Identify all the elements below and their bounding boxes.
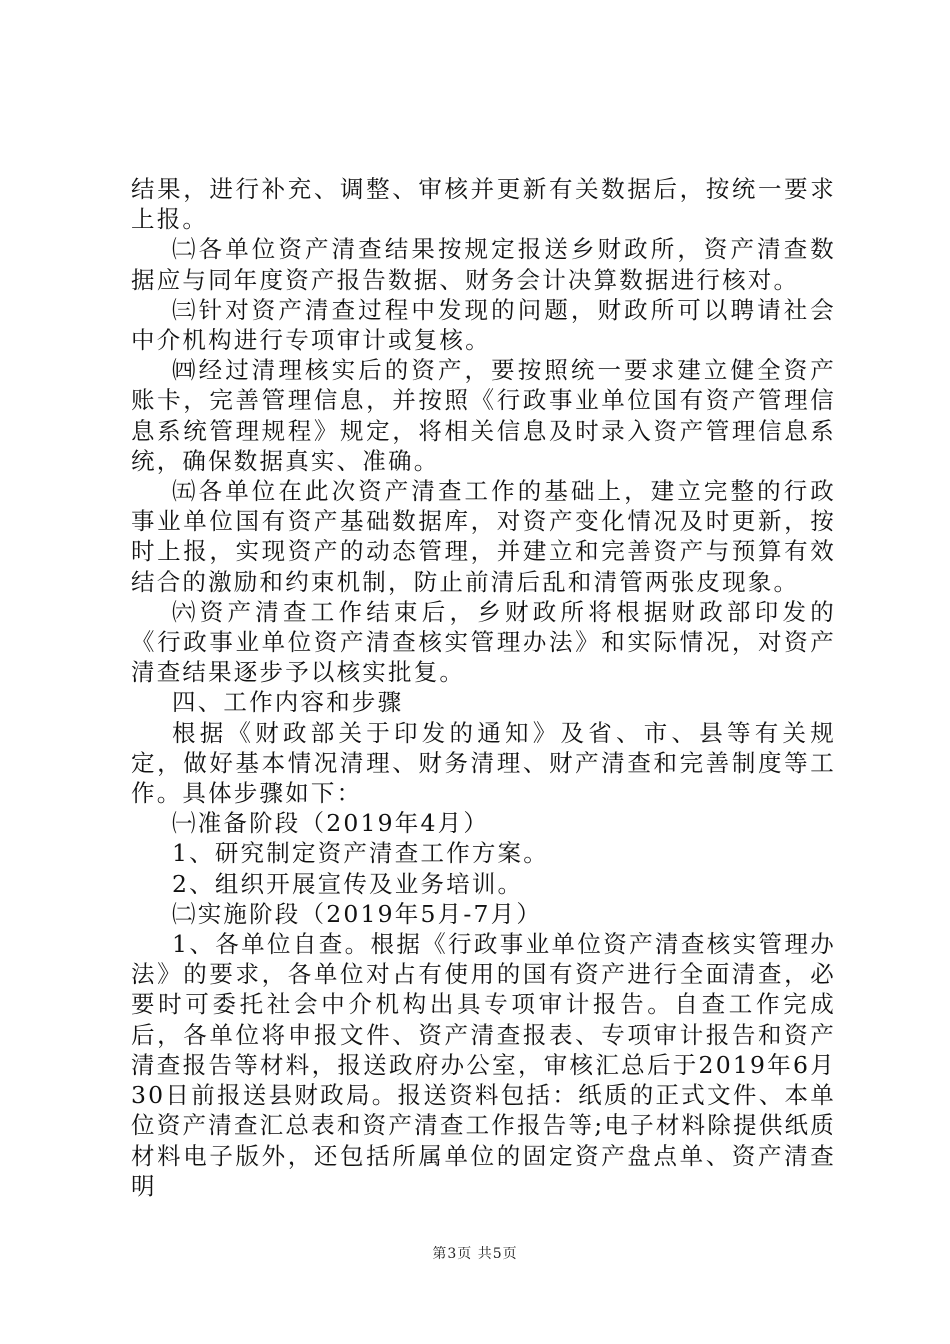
paragraph: ㈡各单位资产清查结果按规定报送乡财政所，资产清查数据应与同年度资产报告数据、财务会计决算数据进行核对。	[131, 235, 836, 294]
subsection-heading: ㈡实施阶段（2019年5月-7月）	[172, 899, 543, 928]
paragraph: 结果，进行补充、调整、审核并更新有关数据后，按统一要求上报。	[131, 175, 836, 234]
paragraph: ㈣经过清理核实后的资产，要按照统一要求建立健全资产账卡，完善管理信息，并按照《行政事业单位国有资产管理信息系统管理规程》规定，将相关信息及时录入资产管理信息系统，确保数据真实、准确。	[131, 356, 836, 475]
paragraph: ㈥资产清查工作结束后，乡财政所将根据财政部印发的《行政事业单位资产清查核实管理办法》和实际情况，对资产清查结果逐步予以核实批复。	[131, 597, 836, 687]
section-heading: 四、工作内容和步骤	[172, 688, 404, 717]
paragraph: ㈤各单位在此次资产清查工作的基础上，建立完整的行政事业单位国有资产基础数据库，对资产变化情况及时更新，按时上报，实现资产的动态管理，并建立和完善资产与预算有效结合的激励和约束机制，防止前清后乱和清管两张皮现象。	[131, 477, 836, 596]
document-body	[131, 174, 836, 1201]
subsection-heading: ㈠准备阶段（2019年4月）	[172, 809, 490, 838]
paragraph: ㈢针对资产清查过程中发现的问题，财政所可以聘请社会中介机构进行专项审计或复核。	[131, 295, 836, 355]
paragraph: 根据《财政部关于印发的通知》及省、市、县等有关规定，做好基本情况清理、财务清理、财产清查和完善制度等工作。具体步骤如下：	[131, 718, 836, 808]
list-item: 2、组织开展宣传及业务培训。	[172, 869, 524, 898]
list-item: 1、研究制定资产清查工作方案。	[172, 839, 549, 868]
paragraph: 1、各单位自查。根据《行政事业单位资产清查核实管理办法》的要求，各单位对占有使用的国有资产进行全面清查，必要时可委托社会中介机构出具专项审计报告。自查工作完成后，各单位将申报文件、资产清查报表、专项审计报告和资产清查报告等材料，报送政府办公室，审核汇总后于2019年6月30日前报送县财政局。报送资料包括：纸质的正式文件、本单位资产清查汇总表和资产清查工作报告等;电子材料除提供纸质材料电子版外，还包括所属单位的固定资产盘点单、资产清查明	[131, 930, 836, 1200]
page-number-footer: 第3页 共5页	[432, 1246, 518, 1262]
